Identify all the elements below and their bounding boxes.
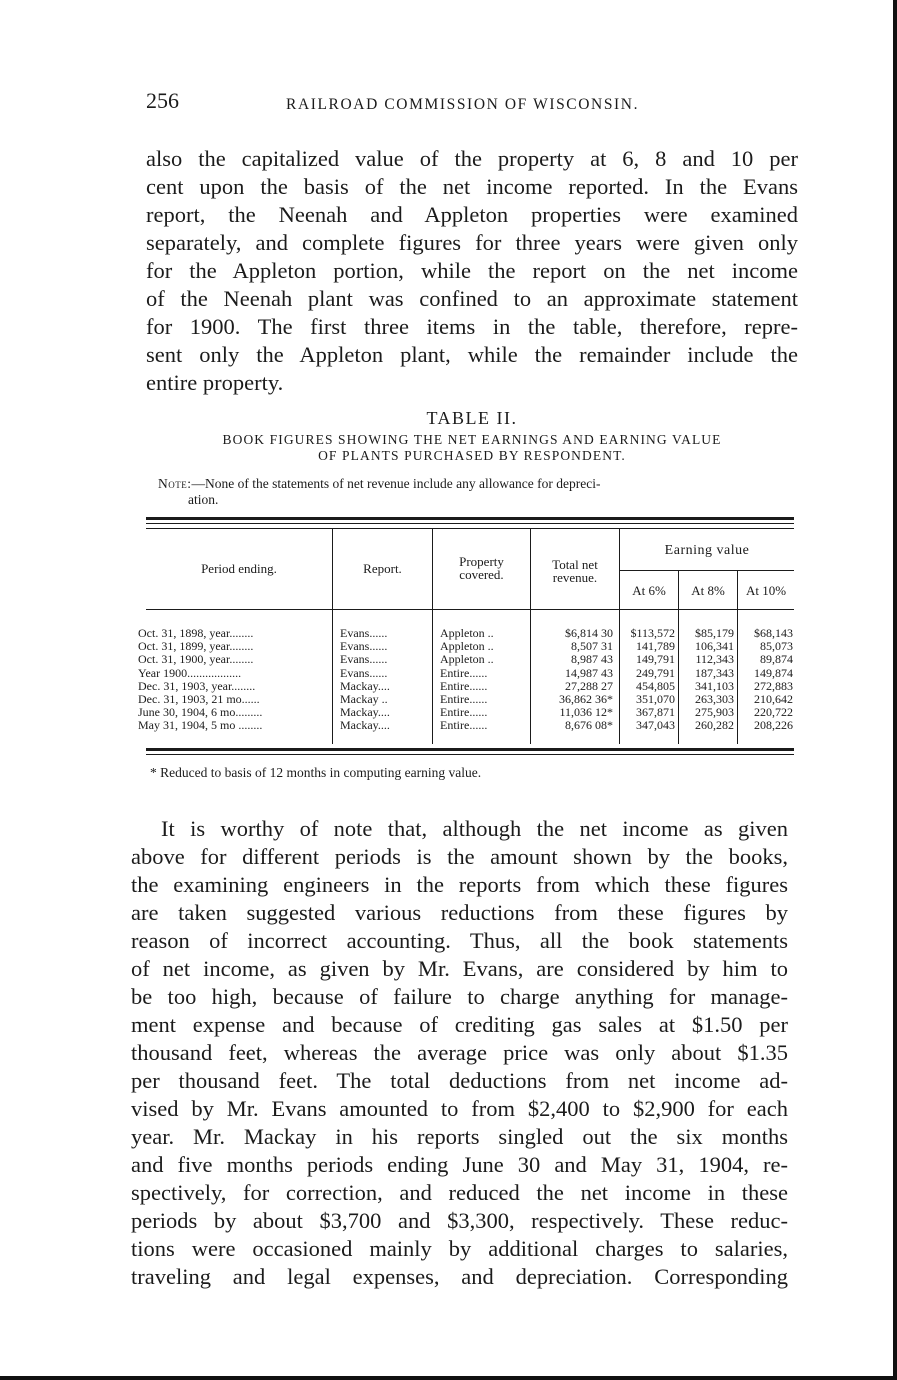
table-cell-property: Entire...... xyxy=(440,706,488,720)
table-cell-at8: 106,341 xyxy=(695,640,734,654)
text-line: ment expense and because of crediting gas sales at $1.50 per xyxy=(131,1012,788,1037)
table-cell-at6: 141,789 xyxy=(636,640,675,654)
table-cell-property: Appleton .. xyxy=(440,640,494,654)
column-at-10 xyxy=(738,627,793,733)
table-bottom-rule xyxy=(146,754,794,755)
table-cell-revenue: 8,507 31 xyxy=(571,640,613,654)
table-cell-at10: 220,722 xyxy=(754,706,793,720)
text-line: spectively, for correction, and reduced the net income in these xyxy=(131,1180,788,1205)
table-cell-at8: 112,343 xyxy=(695,653,734,667)
table-cell-period: Oct. 31, 1899, year........ xyxy=(138,640,254,654)
header-at-6: At 6% xyxy=(632,583,666,598)
text-line: be too high, because of failure to charge anything for manage- xyxy=(131,984,788,1009)
table-top-rule xyxy=(146,517,794,520)
note-text-continued: ation. xyxy=(188,492,219,507)
column-report xyxy=(340,627,430,733)
table-cell-revenue: 27,288 27 xyxy=(565,679,613,693)
text-line: It is worthy of note that, although the net income as given xyxy=(161,816,788,841)
table-cell-period: Oct. 31, 1900, year........ xyxy=(138,653,254,667)
table-cell-revenue: 8,987 43 xyxy=(571,653,613,667)
header-earning-value: Earning value xyxy=(664,543,750,558)
note-label: Note: xyxy=(158,476,192,491)
table-cell-property: Appleton .. xyxy=(440,653,494,667)
table-cell-period: Oct. 31, 1898, year........ xyxy=(138,627,254,640)
column-at-8 xyxy=(679,627,734,733)
text-line: report, the Neenah and Appleton properties were examined xyxy=(146,202,798,227)
page-edge-right xyxy=(893,0,897,1380)
text-line: per thousand feet. The total deductions from net income ad- xyxy=(131,1068,788,1093)
table-cell-revenue: 8,676 08* xyxy=(565,719,613,733)
paragraph-1 xyxy=(146,145,798,397)
table-cell-report: Evans...... xyxy=(340,666,388,680)
table-cell-revenue: $6,814 30 xyxy=(565,627,613,640)
text-line: vised by Mr. Evans amounted to from $2,400 to $2,900 for each xyxy=(131,1096,788,1121)
table-cell-property: Entire...... xyxy=(440,693,488,707)
table-top-rule xyxy=(146,523,794,524)
table-cell-report: Mackay.... xyxy=(340,706,390,720)
table-cell-period: May 31, 1904, 5 mo ........ xyxy=(138,719,263,733)
table-cell-period: Dec. 31, 1903, year........ xyxy=(138,679,256,693)
text-line: thousand feet, whereas the average price was only about $1.35 xyxy=(131,1040,788,1065)
table-cell-period: Dec. 31, 1903, 21 mo...... xyxy=(138,693,260,707)
header-at-10: At 10% xyxy=(745,583,787,598)
text-line: are taken suggested various reductions from these figures by xyxy=(131,900,788,925)
text-line: traveling and legal expenses, and depreciation. Corresponding xyxy=(131,1264,788,1289)
running-head: RAILROAD COMMISSION OF WISCONSIN. xyxy=(286,96,640,113)
header-revenue: Total net revenue. xyxy=(552,557,598,585)
table-cell-report: Mackay.... xyxy=(340,719,390,733)
header-period: Period ending. xyxy=(201,561,277,576)
table-cell-at8: 275,903 xyxy=(695,706,734,720)
table-cell-at6: $113,572 xyxy=(630,627,675,640)
table-title: TABLE II. xyxy=(426,408,518,428)
table-cell-at10: 208,226 xyxy=(754,719,793,733)
page-number: 256 xyxy=(146,88,179,113)
table-cell-at6: 249,791 xyxy=(636,666,675,680)
table-cell-property: Appleton .. xyxy=(440,627,494,640)
table-cell-at10: 89,874 xyxy=(760,653,793,667)
text-line: and five months periods ending June 30 and May 31, 1904, re- xyxy=(131,1152,788,1177)
text-line: year. Mr. Mackay in his reports singled out the six months xyxy=(131,1124,788,1149)
table-cell-report: Evans...... xyxy=(340,640,388,654)
text-line: for the Appleton portion, while the report on the net income xyxy=(146,258,798,283)
page-header xyxy=(146,88,806,122)
table-cell-property: Entire...... xyxy=(440,679,488,693)
table-cell-at8: 341,103 xyxy=(695,679,734,693)
table-cell-period: Year 1900.................. xyxy=(138,666,242,680)
table-cell-at8: 260,282 xyxy=(695,719,734,733)
table-top-rule xyxy=(146,528,794,529)
text-line: of the Neenah plant was confined to an approximate statement xyxy=(146,286,798,311)
text-line: periods by about $3,700 and $3,300, respectively. These reduc- xyxy=(131,1208,788,1233)
table-cell-at8: $85,179 xyxy=(695,627,734,640)
text-line: tions were occasioned mainly by additional charges to salaries, xyxy=(131,1236,788,1261)
table-cell-at6: 347,043 xyxy=(636,719,675,733)
column-period xyxy=(138,627,328,733)
table-cell-at10: $68,143 xyxy=(754,627,793,640)
header-at-8: At 8% xyxy=(691,583,725,598)
text-line: also the capitalized value of the property at 6, 8 and 10 per xyxy=(146,146,798,171)
paragraph-2 xyxy=(131,815,788,1291)
table-cell-at6: 367,871 xyxy=(636,706,675,720)
table-cell-period: June 30, 1904, 6 mo......... xyxy=(138,706,263,720)
table-note xyxy=(158,476,798,508)
table-cell-at6: 454,805 xyxy=(636,679,675,693)
column-divider xyxy=(332,528,333,744)
text-line: sent only the Appleton plant, while the remainder include the xyxy=(146,342,798,367)
text-line: of net income, as given by Mr. Evans, are considered by him to xyxy=(131,956,788,981)
header-bottom-rule xyxy=(146,609,794,610)
table-cell-revenue: 36,862 36* xyxy=(559,693,613,707)
text-line: for 1900. The first three items in the table, therefore, repre- xyxy=(146,314,798,339)
table-cell-at8: 187,343 xyxy=(695,666,734,680)
table-caption-line: OF PLANTS PURCHASED BY RESPONDENT. xyxy=(318,448,626,463)
column-at-6 xyxy=(620,627,675,733)
table-cell-revenue: 11,036 12* xyxy=(559,706,613,720)
table-bottom-rule xyxy=(146,748,794,751)
table-cell-report: Mackay .. xyxy=(340,693,388,707)
text-line: the examining engineers in the reports from which these figures xyxy=(131,872,788,897)
table-cell-at10: 210,642 xyxy=(754,693,793,707)
table-caption xyxy=(146,432,798,464)
header-property: Property covered. xyxy=(459,554,504,582)
table-cell-at6: 351,070 xyxy=(636,693,675,707)
page-edge-bottom xyxy=(0,1376,897,1380)
column-property xyxy=(440,627,530,733)
text-line: above for different periods is the amount shown by the books, xyxy=(131,844,788,869)
text-line: cent upon the basis of the net income reported. In the Evans xyxy=(146,174,798,199)
table-cell-at10: 272,883 xyxy=(754,679,793,693)
header-report: Report. xyxy=(363,561,402,576)
text-line: reason of incorrect accounting. Thus, all the book statements xyxy=(131,928,788,953)
table-caption-line: BOOK FIGURES SHOWING THE NET EARNINGS AND EARNING VALUE xyxy=(222,432,722,447)
earning-value-divider xyxy=(620,570,794,571)
table-cell-at8: 263,303 xyxy=(695,693,734,707)
text-line: separately, and complete figures for three years were given only xyxy=(146,230,798,255)
column-revenue xyxy=(533,627,613,733)
table-cell-report: Evans...... xyxy=(340,653,388,667)
table-cell-property: Entire...... xyxy=(440,666,488,680)
table-cell-at10: 149,874 xyxy=(754,666,793,680)
table-cell-property: Entire...... xyxy=(440,719,488,733)
table-cell-at6: 149,791 xyxy=(636,653,675,667)
table-cell-at10: 85,073 xyxy=(760,640,793,654)
table-footnote: * Reduced to basis of 12 months in computing earning value. xyxy=(150,765,482,780)
table-cell-report: Mackay.... xyxy=(340,679,390,693)
table-cell-revenue: 14,987 43 xyxy=(565,666,613,680)
note-text: —None of the statements of net revenue include any allowance for depreci- xyxy=(191,476,601,491)
table-cell-report: Evans...... xyxy=(340,627,388,640)
text-line: entire property. xyxy=(146,370,284,395)
